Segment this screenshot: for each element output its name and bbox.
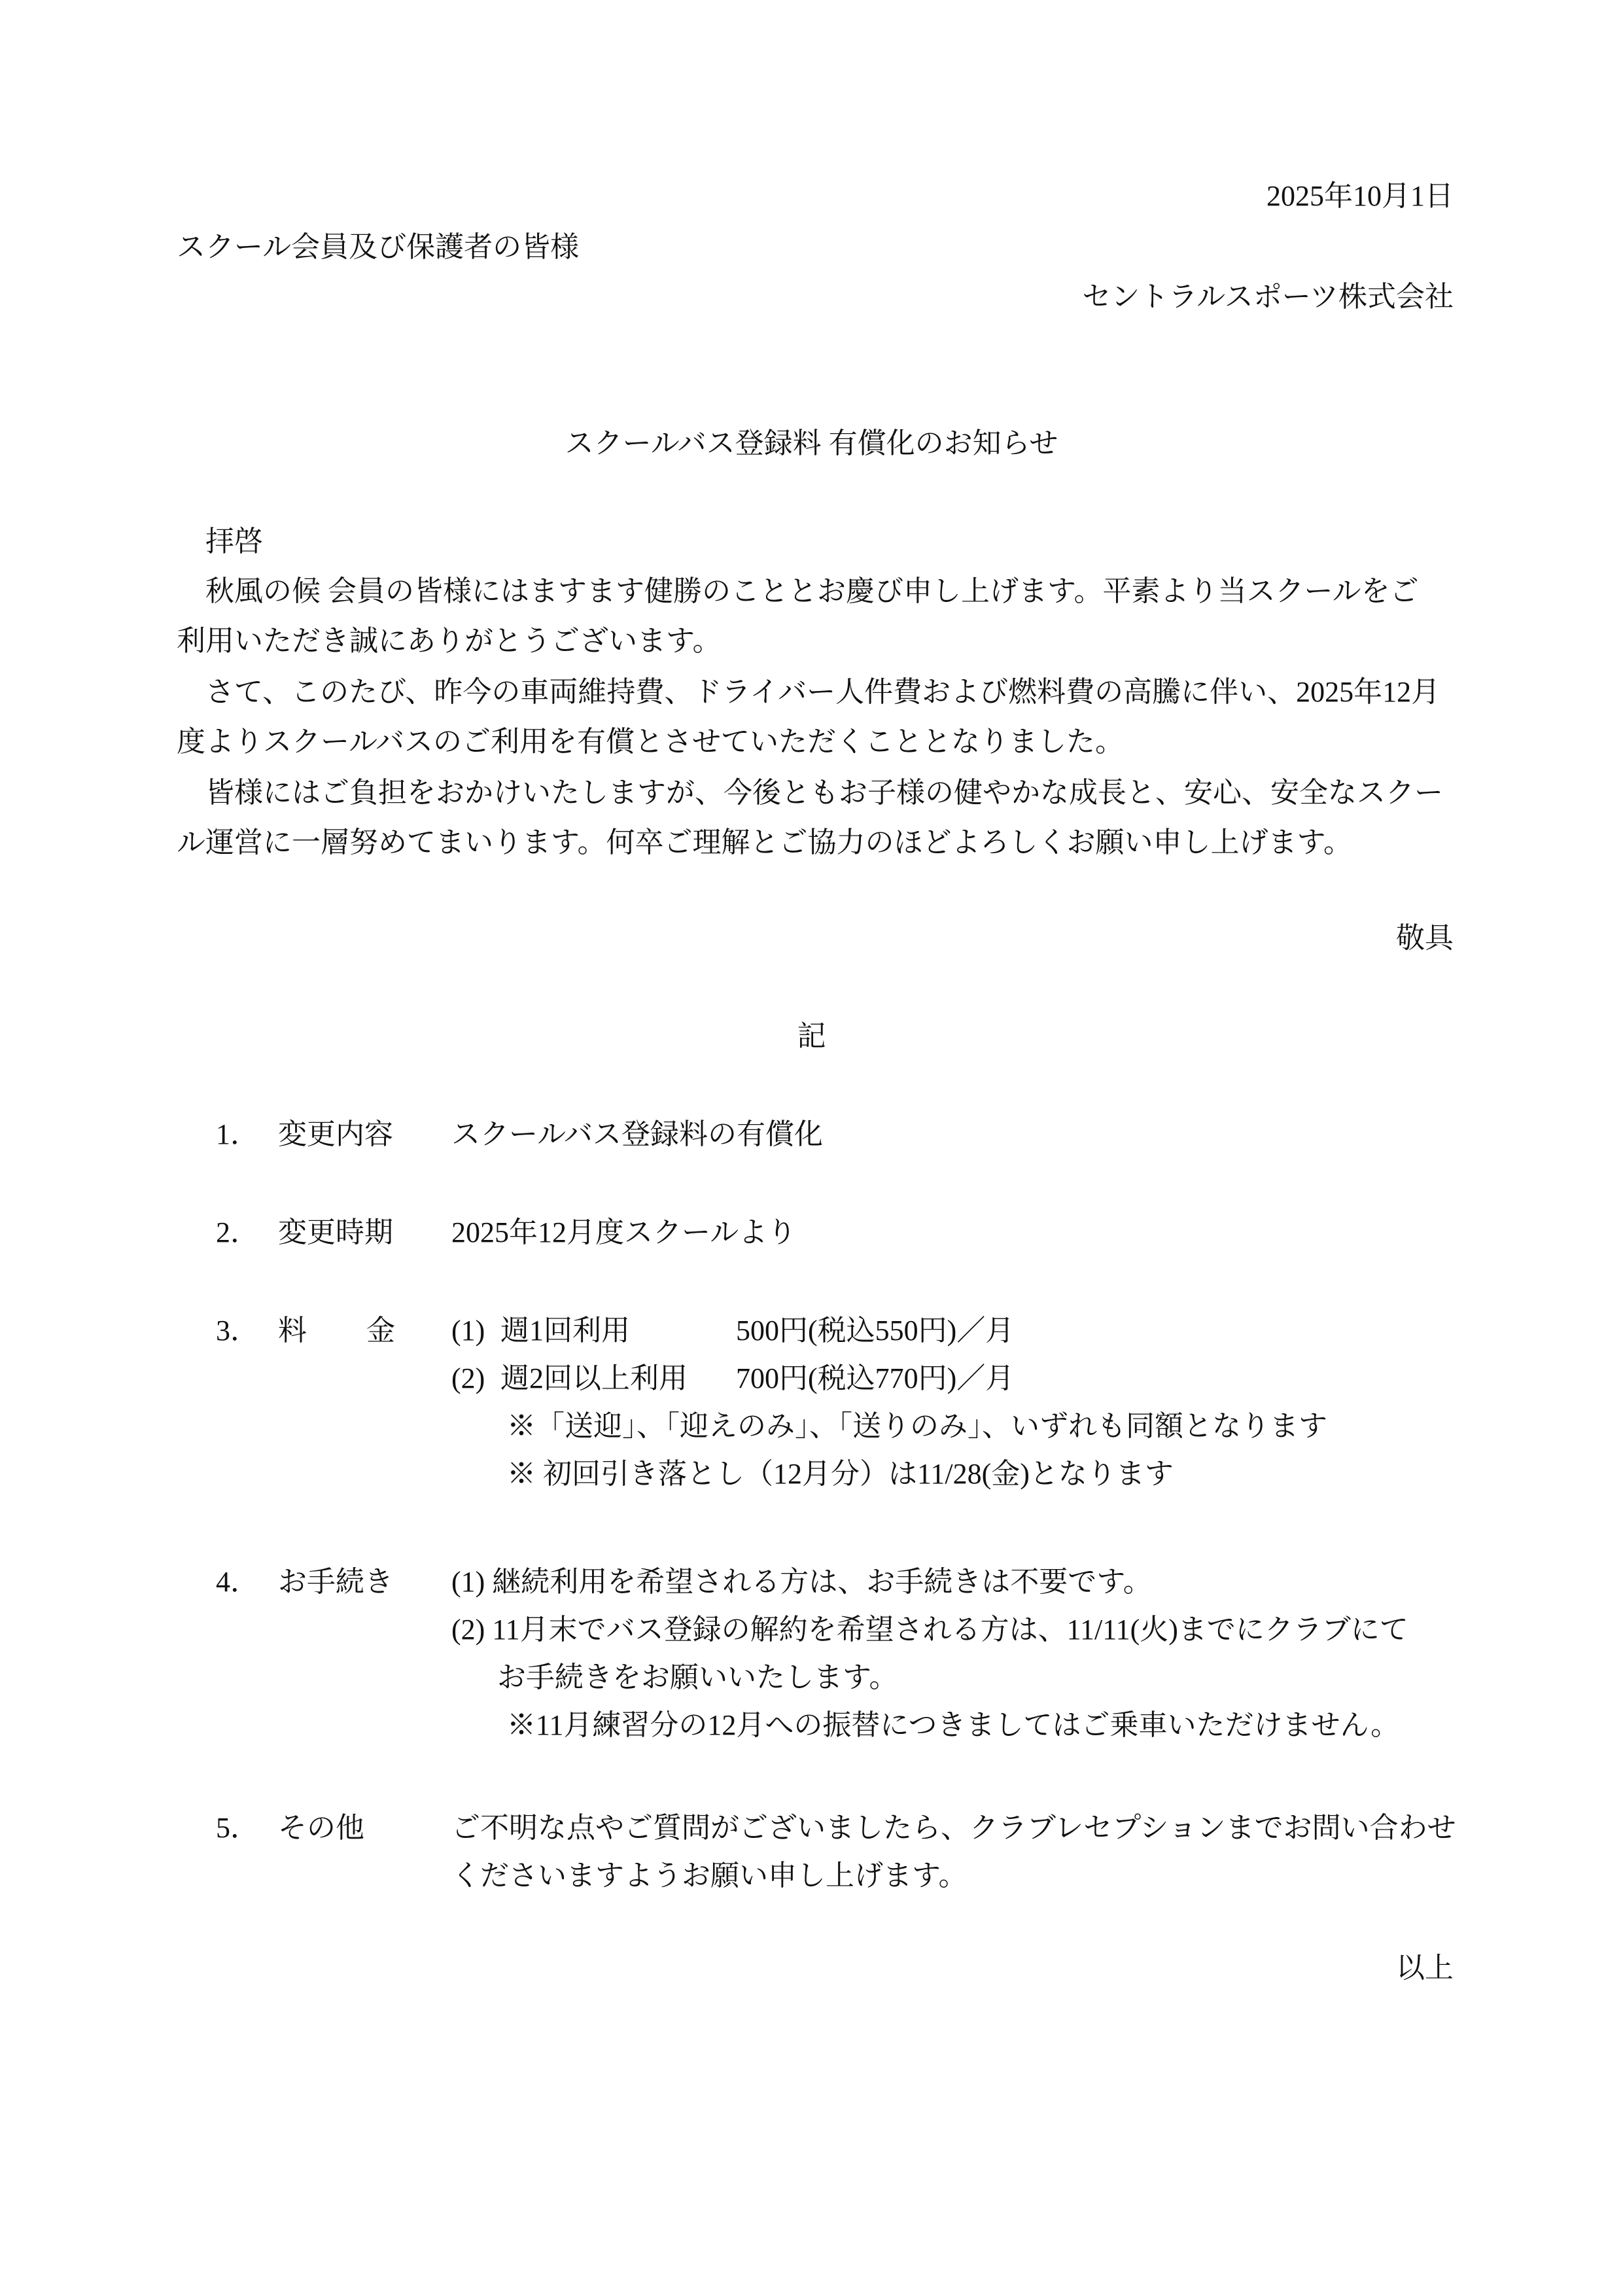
fee-price: 700円(税込770円)／月	[736, 1362, 1015, 1394]
item-label: 変更内容	[278, 1118, 393, 1150]
letter-date: 2025年10月1日	[1266, 180, 1454, 212]
procedure-line-1: (1) 継続利用を希望される方は、お手続きは不要です。	[451, 1566, 1152, 1598]
item-label-part-2: 金	[366, 1315, 395, 1347]
item-number: 2．	[216, 1216, 259, 1248]
item-label: 変更時期	[278, 1216, 393, 1248]
fee-index: (1)	[451, 1315, 485, 1347]
fee-name: 週1回利用	[500, 1315, 630, 1347]
item-label: その他	[278, 1812, 364, 1844]
item-content: スクールバス登録料の有償化	[451, 1118, 824, 1150]
paragraph-3-line-1: 皆様にはご負担をおかけいたしますが、今後ともお子様の健やかな成長と、安心、安全なスクー	[205, 777, 1443, 809]
paragraph-3-line-2: ル運営に一層努めてまいります。何卒ご理解とご協力のほどよろしくお願い申し上げます。	[177, 826, 1352, 858]
item-number: 3．	[216, 1315, 259, 1347]
opening-salutation: 拝啓	[205, 525, 263, 557]
paragraph-1-line-2: 利用いただき誠にありがとうございます。	[177, 625, 722, 657]
item-number: 4．	[216, 1566, 259, 1598]
procedure-line-3: お手続きをお願いいたします。	[497, 1661, 898, 1693]
document-title: スクールバス登録料 有償化のお知らせ	[565, 427, 1058, 459]
item-number: 5．	[216, 1812, 259, 1844]
paragraph-1-line-1: 秋風の候 会員の皆様にはますます健勝のこととお慶び申し上げます。平素より当スクールをご	[205, 575, 1419, 607]
item-label-part-1: 料	[278, 1315, 307, 1347]
fee-note-same-price: ※「送迎」、「迎えのみ」、「送りのみ」、いずれも同額となります	[507, 1410, 1327, 1442]
paragraph-2-line-2: 度よりスクールバスのご利用を有償とさせていただくこととなりました。	[177, 726, 1125, 758]
procedure-line-2: (2) 11月末でバス登録の解約を希望される方は、11/11(火)までにクラブにて	[451, 1614, 1408, 1646]
recipient: スクール会員及び保護者の皆様	[177, 231, 580, 263]
closing-salutation: 敬具	[1396, 922, 1454, 954]
fee-name: 週2回以上利用	[500, 1362, 688, 1394]
item-label: お手続き	[278, 1566, 393, 1598]
other-line-2: くださいますようお願い申し上げます。	[451, 1860, 968, 1892]
fee-index: (2)	[451, 1362, 485, 1394]
procedure-note: ※11月練習分の12月への振替につきましてはご乗車いただけません。	[507, 1709, 1400, 1741]
item-content: 2025年12月度スクールより	[451, 1216, 797, 1248]
record-mark: 記	[797, 1020, 826, 1052]
fee-note-first-debit: ※ 初回引き落とし（12月分）は11/28(金)となります	[507, 1458, 1174, 1490]
item-number: 1．	[216, 1118, 259, 1150]
sender-company: セントラルスポーツ株式会社	[1082, 281, 1454, 313]
other-line-1: ご不明な点やご質問がございましたら、クラブレセプションまでお問い合わせ	[451, 1812, 1456, 1844]
end-mark: 以上	[1396, 1952, 1454, 1984]
fee-price: 500円(税込550円)／月	[736, 1315, 1015, 1347]
paragraph-2-line-1: さて、このたび、昨今の車両維持費、ドライバー人件費および燃料費の高騰に伴い、2025年12月	[205, 676, 1440, 708]
